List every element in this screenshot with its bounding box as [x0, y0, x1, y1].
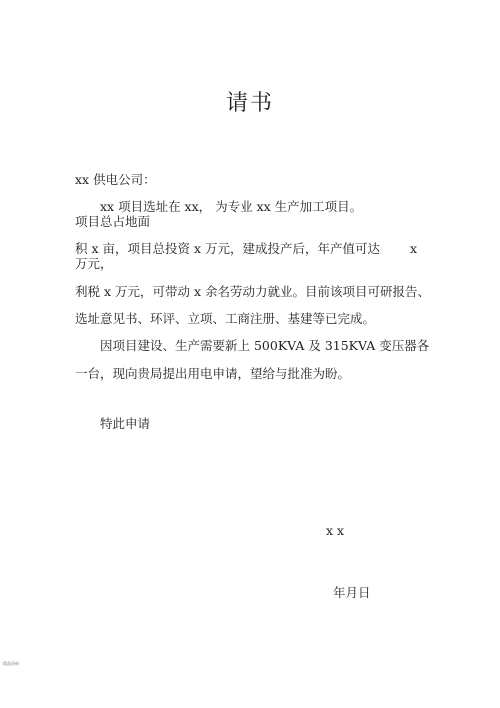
body-line-4: 万元，: [75, 256, 113, 271]
body-line-5: 利税 x 万元，可带动 x 余名劳动力就业。目前该项目可研报告、: [75, 284, 430, 299]
body-line-3-value: x: [410, 241, 418, 256]
body-line-6: 选址意见书、环评、立项、工商注册、基建等已完成。: [75, 311, 376, 326]
body-line-1: xx 项目选址在 xx， 为专业 xx 生产加工项目。: [100, 199, 363, 214]
date-line: 年月日: [333, 585, 371, 600]
closing-text: 特此申请: [100, 416, 151, 431]
document-title: 请书: [225, 91, 274, 116]
body-line-7: 因项目建设、生产需要新上 500KVA 及 315KVA 变压器各: [100, 338, 430, 353]
body-line-3: 积 x 亩，项目总投资 x 万元，建成投产后，年产值可达: [75, 241, 380, 256]
addressee: xx 供电公司：: [75, 172, 156, 187]
signature: x x: [326, 523, 345, 538]
corner-mark: 精品资料: [3, 661, 19, 666]
body-line-2: 项目总占地面: [75, 214, 151, 229]
body-line-8: 一台，现向贵局提出用电申请，望给与批准为盼。: [75, 366, 351, 381]
